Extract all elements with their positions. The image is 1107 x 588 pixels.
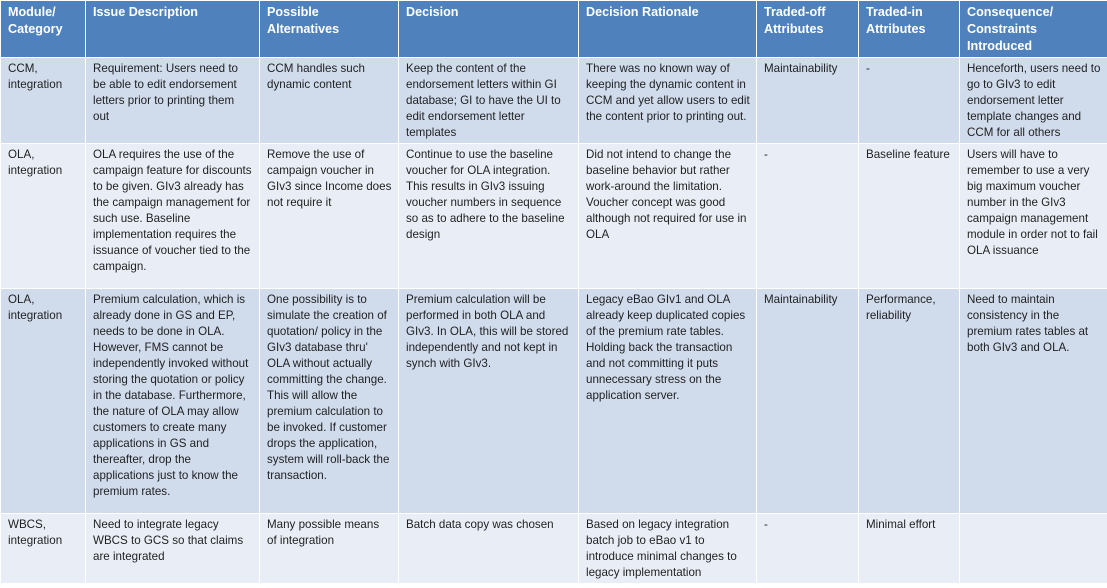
cell-rationale: Legacy eBao GIv1 and OLA already keep duplicated copies of the premium rate tables. Holding back the transaction and not committing it puts unnecessary stress on the application server. xyxy=(579,289,757,514)
cell-module: OLA, integration xyxy=(1,289,86,514)
cell-rationale: There was no known way of keeping the dynamic content in CCM and yet allow users to edit the content prior to printing out. xyxy=(579,58,757,144)
cell-alternatives: One possibility is to simulate the creation of quotation/ policy in the GIv3 database thru' OLA without actually committing the change. This will allow the premium calculation to be invoked. If customer drops the application, system will roll-back the transaction. xyxy=(260,289,399,514)
cell-consequence: Henceforth, users need to go to GIv3 to edit endorsement letter template changes and CCM for all others xyxy=(960,58,1107,144)
cell-traded-in: Performance, reliability xyxy=(859,289,960,514)
cell-traded-off: - xyxy=(757,514,859,584)
header-decision-rationale: Decision Rationale xyxy=(579,1,757,58)
cell-traded-in: Minimal effort xyxy=(859,514,960,584)
cell-traded-off: Maintainability xyxy=(757,289,859,514)
header-possible-alternatives: Possible Alternatives xyxy=(260,1,399,58)
cell-module: CCM, integration xyxy=(1,58,86,144)
header-row xyxy=(1,1,1107,58)
cell-rationale: Based on legacy integration batch job to eBao v1 to introduce minimal changes to legacy implementation xyxy=(579,514,757,584)
cell-issue: Premium calculation, which is already done in GS and EP, needs to be done in OLA. However, FMS cannot be independently invoked without storing the quotation or policy in the database. Furthermore, the nature of OLA may allow customers to create many applications in GS and thereafter, drop the applications just to know the premium rates. xyxy=(86,289,260,514)
cell-traded-in: - xyxy=(859,58,960,144)
table-row xyxy=(1,289,1107,514)
cell-alternatives: CCM handles such dynamic content xyxy=(260,58,399,144)
cell-rationale: Did not intend to change the baseline behavior but rather work-around the limitation. Voucher concept was good although not required for use in OLA xyxy=(579,144,757,289)
cell-consequence: Need to maintain consistency in the premium rates tables at both GIv3 and OLA. xyxy=(960,289,1107,514)
cell-decision: Batch data copy was chosen xyxy=(399,514,579,584)
table-row xyxy=(1,58,1107,144)
header-traded-off-attributes: Traded-off Attributes xyxy=(757,1,859,58)
cell-alternatives: Remove the use of campaign voucher in GIv3 since Income does not require it xyxy=(260,144,399,289)
header-module-category: Module/ Category xyxy=(1,1,86,58)
cell-decision: Premium calculation will be performed in both OLA and GIv3. In OLA, this will be stored independently and not kept in synch with GIv3. xyxy=(399,289,579,514)
cell-traded-in: Baseline feature xyxy=(859,144,960,289)
table-row xyxy=(1,144,1107,289)
cell-issue: OLA requires the use of the campaign feature for discounts to be given. GIv3 already has the campaign management for such use. Baseline implementation requires the issuance of voucher tied to the campaign. xyxy=(86,144,260,289)
table-row xyxy=(1,514,1107,584)
cell-module: WBCS, integration xyxy=(1,514,86,584)
cell-decision: Continue to use the baseline voucher for OLA integration. This results in GIv3 issuing voucher numbers in sequence so as to adhere to the baseline design xyxy=(399,144,579,289)
cell-consequence xyxy=(960,514,1107,584)
cell-decision: Keep the content of the endorsement letters within GI database; GI to have the UI to edit endorsement letter templates xyxy=(399,58,579,144)
cell-consequence: Users will have to remember to use a very big maximum voucher number in the GIv3 campaign management module in order not to fail OLA issuance xyxy=(960,144,1107,289)
cell-alternatives: Many possible means of integration xyxy=(260,514,399,584)
header-decision: Decision xyxy=(399,1,579,58)
header-traded-in-attributes: Traded-in Attributes xyxy=(859,1,960,58)
cell-issue: Requirement: Users need to be able to edit endorsement letters prior to printing them out xyxy=(86,58,260,144)
cell-traded-off: - xyxy=(757,144,859,289)
header-consequence-constraints: Consequence/ Constraints Introduced xyxy=(960,1,1107,58)
header-issue-description: Issue Description xyxy=(86,1,260,58)
cell-traded-off: Maintainability xyxy=(757,58,859,144)
cell-issue: Need to integrate legacy WBCS to GCS so that claims are integrated xyxy=(86,514,260,584)
cell-module: OLA, integration xyxy=(1,144,86,289)
